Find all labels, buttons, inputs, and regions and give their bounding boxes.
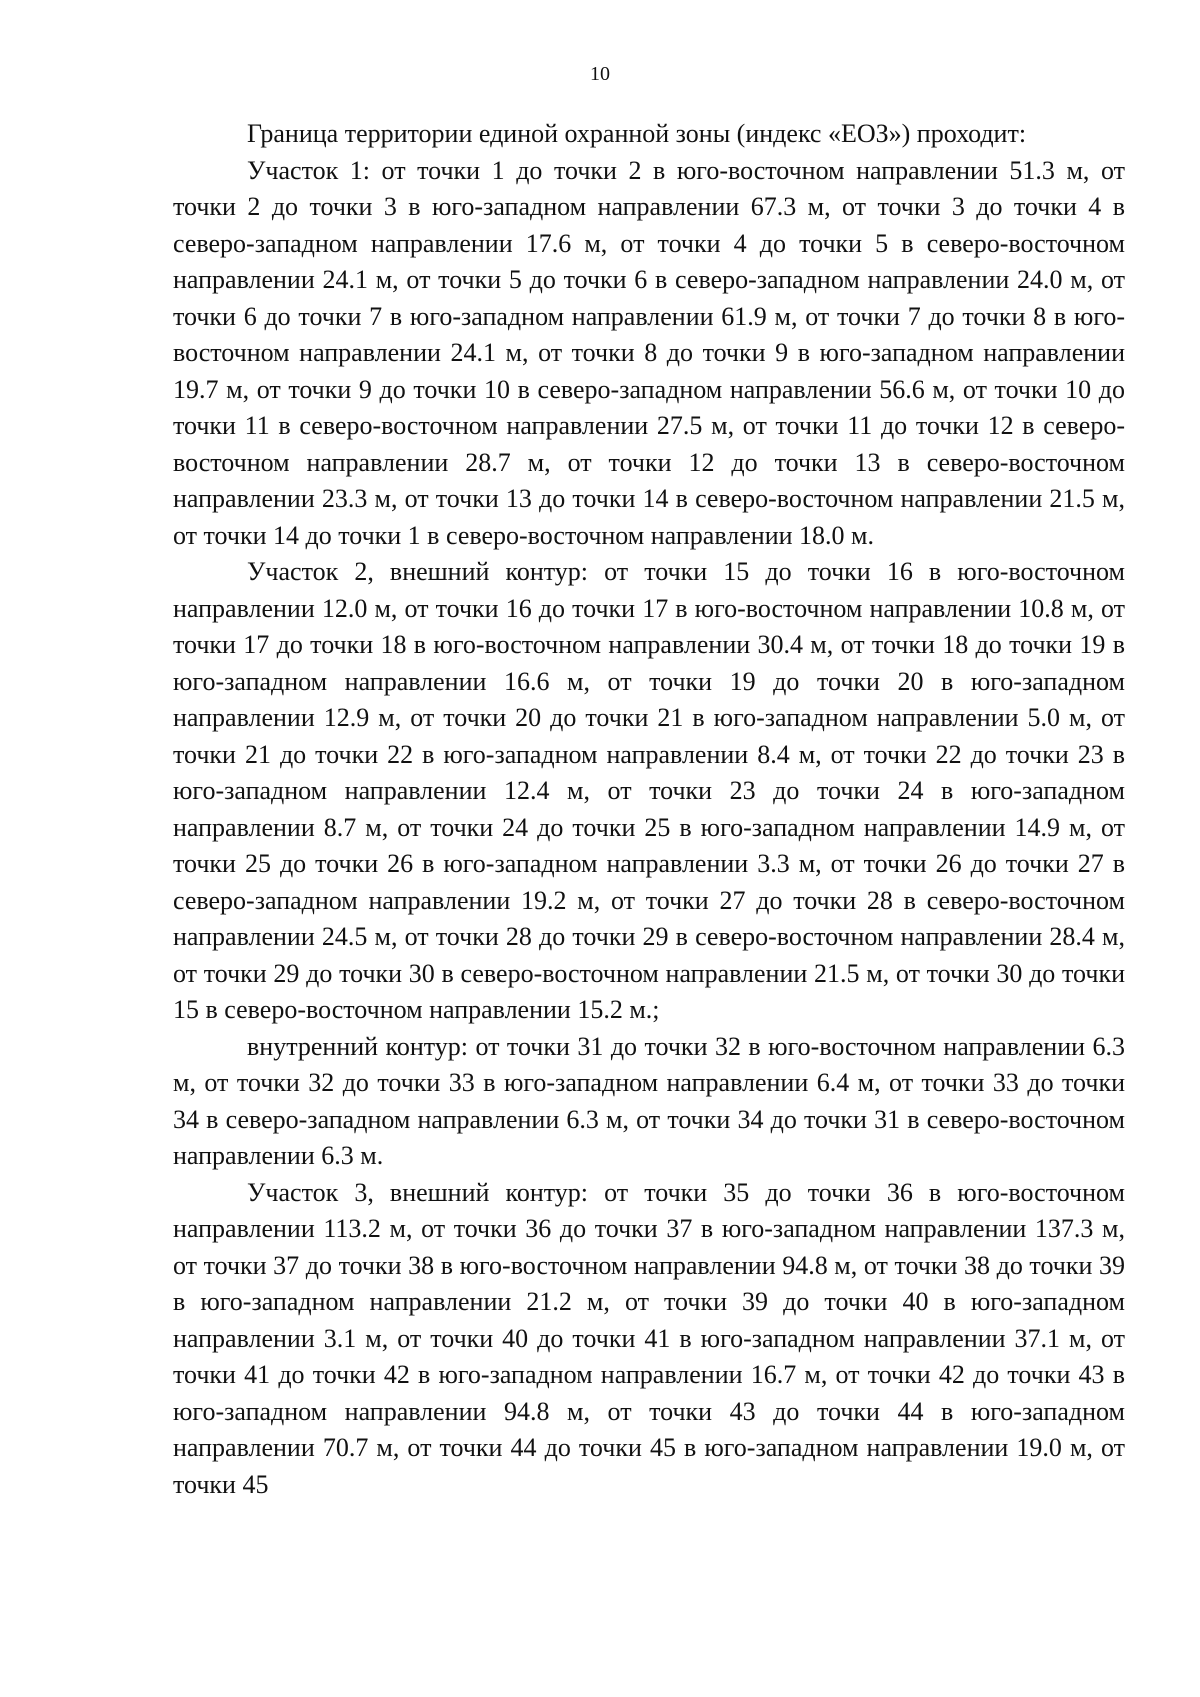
paragraph-section-2-outer: Участок 2, внешний контур: от точки 15 до точки 16 в юго-восточном направлении 12.0 м, от точки 16 до точки 17 в юго-восточном направлении 10.8 м, от точки 17 до точки 18 в юго-восточном направлении 30.4 м, от точки 18 до точки 19 в юго-западном направлении 16.6 м, от точки 19 до точки 20 в юго-западном направлении 12.9 м, от точки 20 до точки 21 в юго-западном направлении 5.0 м, от точки 21 до точки 22 в юго-западном направлении 8.4 м, от точки 22 до точки 23 в юго-западном направлении 12.4 м, от точки 23 до точки 24 в юго-западном направлении 8.7 м, от точки 24 до точки 25 в юго-западном направлении 14.9 м, от точки 25 до точки 26 в юго-западном направлении 3.3 м, от точки 26 до точки 27 в северо-западном направлении 19.2 м, от точки 27 до точки 28 в северо-восточном направлении 24.5 м, от точки 28 до точки 29 в северо-восточном направлении 28.4 м, от точки 29 до точки 30 в северо-восточном направлении 21.5 м, от точки 30 до точки 15 в северо-восточном направлении 15.2 м.; (173, 557, 1125, 1024)
paragraph-section-1: Участок 1: от точки 1 до точки 2 в юго-восточном направлении 51.3 м, от точки 2 до точки 3 в юго-западном направлении 67.3 м, от точки 3 до точки 4 в северо-западном направлении 17.6 м, от точки 4 до точки 5 в северо-восточном направлении 24.1 м, от точки 5 до точки 6 в северо-западном направлении 24.0 м, от точки 6 до точки 7 в юго-западном направлении 61.9 м, от точки 7 до точки 8 в юго-восточном направлении 24.1 м, от точки 8 до точки 9 в юго-западном направлении 19.7 м, от точки 9 до точки 10 в северо-западном направлении 56.6 м, от точки 10 до точки 11 в северо-восточном направлении 27.5 м, от точки 11 до точки 12 в северо-восточном направлении 28.7 м, от точки 12 до точки 13 в северо-восточном направлении 23.3 м, от точки 13 до точки 14 в северо-восточном направлении 21.5 м, от точки 14 до точки 1 в северо-восточном направлении 18.0 м. (173, 155, 1125, 550)
paragraph-section-3-outer: Участок 3, внешний контур: от точки 35 до точки 36 в юго-восточном направлении 113.2 м, от точки 36 до точки 37 в юго-западном направлении 137.3 м, от точки 37 до точки 38 в юго-восточном направлении 94.8 м, от точки 38 до точки 39 в юго-западном направлении 21.2 м, от точки 39 до точки 40 в юго-западном направлении 3.1 м, от точки 40 до точки 41 в юго-западном направлении 37.1 м, от точки 41 до точки 42 в юго-западном направлении 16.7 м, от точки 42 до точки 43 в юго-западном направлении 94.8 м, от точки 43 до точки 44 в юго-западном направлении 70.7 м, от точки 44 до точки 45 в юго-западном направлении 19.0 м, от точки 45 (173, 1177, 1125, 1499)
document-body (173, 116, 1125, 1503)
paragraph-intro: Граница территории единой охранной зоны (индекс «ЕОЗ») проходит: (247, 119, 1027, 148)
paragraph-section-2-inner: внутренний контур: от точки 31 до точки 32 в юго-восточном направлении 6.3 м, от точки 32 до точки 33 в юго-западном направлении 6.4 м, от точки 33 до точки 34 в северо-западном направлении 6.3 м, от точки 34 до точки 31 в северо-восточном направлении 6.3 м. (173, 1031, 1125, 1170)
page-number: 10 (590, 63, 610, 85)
